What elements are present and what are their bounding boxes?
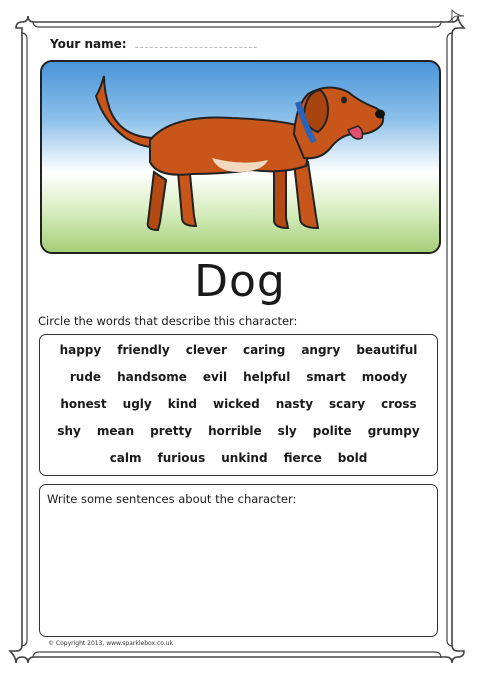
word-option[interactable]: kind	[167, 397, 197, 411]
dog-icon	[42, 62, 439, 252]
character-title: Dog	[194, 256, 286, 307]
word-option[interactable]: nasty	[275, 397, 314, 411]
word-option[interactable]: wicked	[212, 397, 260, 411]
word-option[interactable]: ugly	[122, 397, 152, 411]
word-option[interactable]: polite	[312, 424, 352, 438]
name-label: Your name:	[50, 37, 127, 51]
word-option[interactable]: unkind	[221, 451, 268, 465]
word-option[interactable]: handsome	[117, 370, 187, 384]
word-option[interactable]: scary	[329, 397, 366, 411]
word-option[interactable]: cross	[381, 397, 417, 411]
word-option[interactable]: moody	[361, 370, 408, 384]
word-option[interactable]: angry	[301, 343, 341, 357]
word-option[interactable]: mean	[96, 424, 135, 438]
word-option[interactable]: friendly	[117, 343, 170, 357]
word-option[interactable]: fierce	[283, 451, 322, 465]
word-option[interactable]: honest	[60, 397, 107, 411]
word-bank	[39, 334, 438, 476]
sentence-writing-area[interactable]	[39, 484, 438, 637]
word-option[interactable]: happy	[59, 343, 102, 357]
word-option[interactable]: smart	[306, 370, 346, 384]
word-row	[40, 397, 437, 411]
word-option[interactable]: helpful	[243, 370, 291, 384]
word-option[interactable]: caring	[242, 343, 286, 357]
word-option[interactable]: furious	[157, 451, 206, 465]
word-option[interactable]: clever	[185, 343, 227, 357]
copyright-notice: © Copyright 2013, www.sparklebox.co.uk	[48, 640, 174, 647]
word-row	[40, 343, 437, 357]
word-row	[40, 451, 437, 465]
word-option[interactable]: pretty	[150, 424, 193, 438]
circle-words-instruction: Circle the words that describe this character:	[38, 314, 298, 328]
sentences-prompt: Write some sentences about the character:	[47, 492, 297, 506]
word-option[interactable]: sly	[277, 424, 297, 438]
word-row	[40, 424, 437, 438]
dog-picture	[40, 60, 441, 254]
name-input-line[interactable]	[135, 37, 257, 48]
word-option[interactable]: evil	[202, 370, 228, 384]
word-option[interactable]: bold	[337, 451, 368, 465]
word-option[interactable]: calm	[109, 451, 142, 465]
word-option[interactable]: shy	[57, 424, 81, 438]
word-option[interactable]: beautiful	[356, 343, 418, 357]
word-option[interactable]: horrible	[208, 424, 262, 438]
word-option[interactable]: rude	[69, 370, 102, 384]
word-row	[40, 370, 437, 384]
word-option[interactable]: grumpy	[367, 424, 420, 438]
name-field-row	[50, 37, 257, 51]
